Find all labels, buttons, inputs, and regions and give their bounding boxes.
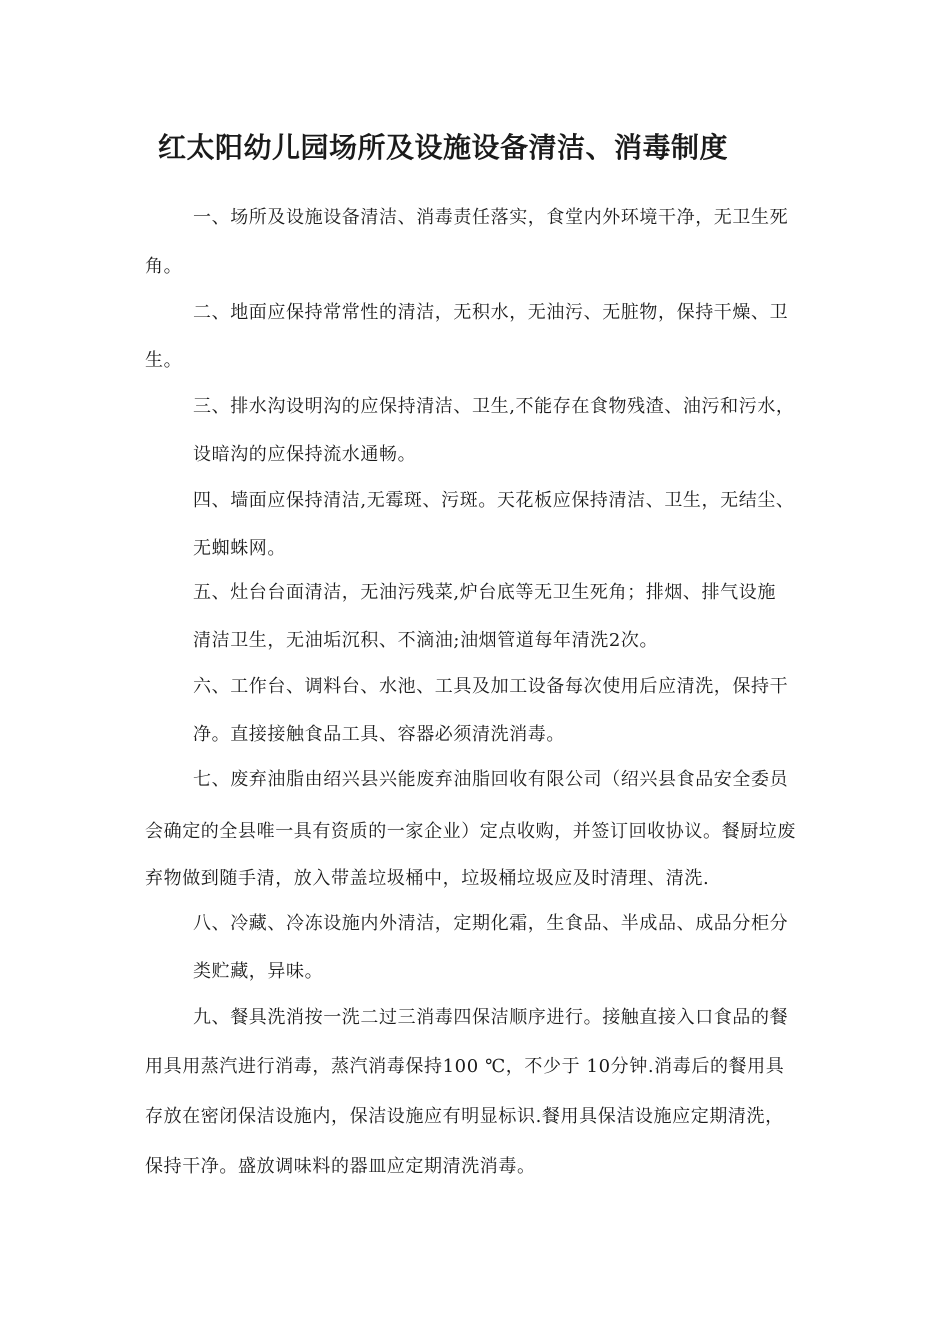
rule-6-line-2: 净。直接接触食品工具、容器必须清洗消毒。 <box>193 724 565 745</box>
rule-9-line-4: 保持干净。盛放调味料的器皿应定期清洗消毒。 <box>145 1156 536 1177</box>
rule-2-line-2: 生。 <box>145 350 183 371</box>
rule-9-line-1: 九、餐具洗消按一洗二过三消毒四保洁顺序进行。接触直接入口食品的餐 <box>193 1007 789 1028</box>
rule-3-line-2: 设暗沟的应保持流水通畅。 <box>193 444 417 465</box>
rule-9-line-2: 用具用蒸汽进行消毒，蒸汽消毒保持100 ℃，不少于 10分钟.消毒后的餐用具 <box>145 1056 785 1077</box>
document-title: 红太阳幼儿园场所及设施设备清洁、消毒制度 <box>158 131 729 164</box>
rule-7-line-3: 弃物做到随手清，放入带盖垃圾桶中，垃圾桶垃圾应及时清理、清洗. <box>145 868 710 889</box>
rule-5-line-1: 五、灶台台面清洁，无油污残菜,炉台底等无卫生死角；排烟、排气设施 <box>193 582 776 603</box>
rule-1-line-1: 一、场所及设施设备清洁、消毒责任落实，食堂内外环境干净，无卫生死 <box>193 207 789 228</box>
rule-4-line-2: 无蜘蛛网。 <box>193 538 286 559</box>
rule-9-line-3: 存放在密闭保洁设施内，保洁设施应有明显标识.餐用具保洁设施应定期清洗， <box>145 1106 784 1127</box>
rule-7-line-2: 会确定的全县唯一具有资质的一家企业）定点收购，并签订回收协议。餐厨垃废 <box>145 821 796 842</box>
rule-6-line-1: 六、工作台、调料台、水池、工具及加工设备每次使用后应清洗，保持干 <box>193 676 789 697</box>
rule-2-line-1: 二、地面应保持常常性的清洁，无积水，无油污、无脏物，保持干燥、卫 <box>193 302 789 323</box>
rule-4-line-1: 四、墙面应保持清洁,无霉斑、污斑。天花板应保持清洁、卫生，无结尘、 <box>193 490 795 511</box>
rule-1-line-2: 角。 <box>145 256 183 277</box>
rule-8-line-2: 类贮藏，异味。 <box>193 961 324 982</box>
rule-7-line-1: 七、废弃油脂由绍兴县兴能废弃油脂回收有限公司（绍兴县食品安全委员 <box>193 769 789 790</box>
rule-3-line-1: 三、排水沟设明沟的应保持清洁、卫生,不能存在食物残渣、油污和污水， <box>193 396 795 417</box>
rule-8-line-1: 八、冷藏、冷冻设施内外清洁，定期化霜，生食品、半成品、成品分柜分 <box>193 913 789 934</box>
rule-5-line-2: 清洁卫生，无油垢沉积、不滴油;油烟管道每年清洗2次。 <box>193 630 659 651</box>
